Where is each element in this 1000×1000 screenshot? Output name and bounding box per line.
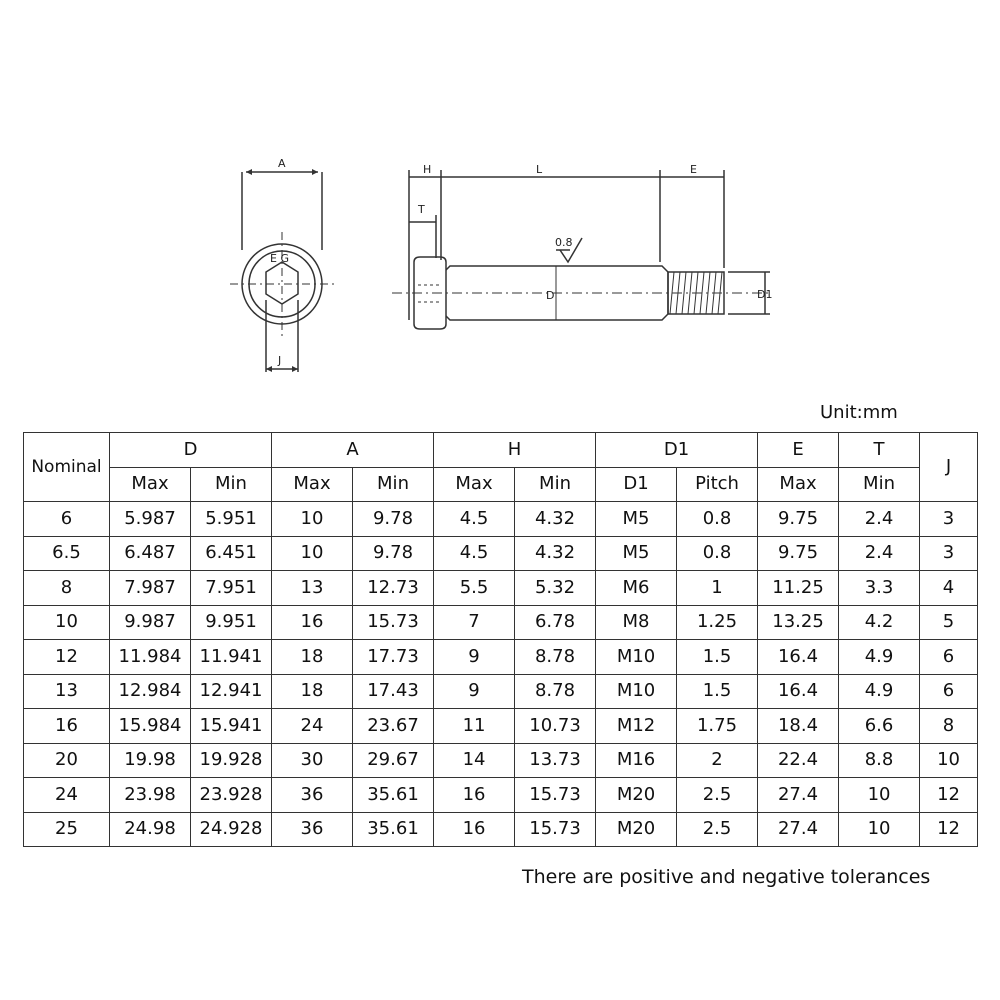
table-cell: 12 bbox=[920, 778, 978, 813]
table-cell: 18.4 bbox=[758, 709, 839, 744]
header-e: E bbox=[758, 433, 839, 468]
table-cell: 2.5 bbox=[677, 778, 758, 813]
tolerance-note: There are positive and negative tolerances bbox=[522, 866, 931, 888]
table-cell: 13 bbox=[272, 571, 353, 606]
subheader-cell: D1 bbox=[596, 467, 677, 502]
dim-label-eg: E G bbox=[270, 252, 289, 265]
subheader-cell: Max bbox=[434, 467, 515, 502]
table-cell: 1.5 bbox=[677, 640, 758, 675]
table-cell: 5.32 bbox=[515, 571, 596, 606]
table-cell: 10 bbox=[839, 812, 920, 847]
table-cell: 0.8 bbox=[677, 502, 758, 537]
table-cell: 16 bbox=[24, 709, 110, 744]
table-cell: M16 bbox=[596, 743, 677, 778]
table-cell: 25 bbox=[24, 812, 110, 847]
table-cell: 9.78 bbox=[353, 502, 434, 537]
table-cell: 9 bbox=[434, 674, 515, 709]
table-cell: 12.73 bbox=[353, 571, 434, 606]
table-cell: 3 bbox=[920, 502, 978, 537]
table-row bbox=[24, 536, 978, 571]
subheader-cell: Max bbox=[110, 467, 191, 502]
table-cell: 23.928 bbox=[191, 778, 272, 813]
header-d: D bbox=[110, 433, 272, 468]
table-cell: M10 bbox=[596, 674, 677, 709]
table-cell: 5.951 bbox=[191, 502, 272, 537]
table-cell: 30 bbox=[272, 743, 353, 778]
dim-label-h: H bbox=[423, 163, 432, 176]
dim-label-l: L bbox=[536, 163, 543, 176]
end-view bbox=[230, 169, 335, 372]
table-cell: 5.987 bbox=[110, 502, 191, 537]
table-cell: M8 bbox=[596, 605, 677, 640]
table-cell: 15.73 bbox=[515, 778, 596, 813]
dim-label-j: J bbox=[278, 354, 282, 367]
subheader-cell: Min bbox=[353, 467, 434, 502]
table-cell: 6.487 bbox=[110, 536, 191, 571]
table-row bbox=[24, 502, 978, 537]
table-cell: 12.941 bbox=[191, 674, 272, 709]
subheader-cell: Pitch bbox=[677, 467, 758, 502]
table-cell: M12 bbox=[596, 709, 677, 744]
table-cell: 13 bbox=[24, 674, 110, 709]
subheader-cell: Min bbox=[839, 467, 920, 502]
table-cell: 8.8 bbox=[839, 743, 920, 778]
table-cell: 2.5 bbox=[677, 812, 758, 847]
dim-label-d1: D1 bbox=[757, 288, 773, 301]
table-cell: 6 bbox=[24, 502, 110, 537]
table-cell: 1 bbox=[677, 571, 758, 606]
table-cell: 15.73 bbox=[515, 812, 596, 847]
table-cell: 9 bbox=[434, 640, 515, 675]
header-nominal: Nominal bbox=[24, 433, 110, 502]
header-row-sub bbox=[24, 467, 978, 502]
dim-label-d: D bbox=[546, 289, 555, 302]
header-d1: D1 bbox=[596, 433, 758, 468]
table-cell: 22.4 bbox=[758, 743, 839, 778]
table-cell: M20 bbox=[596, 812, 677, 847]
table-row bbox=[24, 605, 978, 640]
table-cell: 3.3 bbox=[839, 571, 920, 606]
table-cell: 29.67 bbox=[353, 743, 434, 778]
table-cell: 6.5 bbox=[24, 536, 110, 571]
table-cell: 6.451 bbox=[191, 536, 272, 571]
table-cell: 35.61 bbox=[353, 812, 434, 847]
table-cell: 24.928 bbox=[191, 812, 272, 847]
table-cell: 15.941 bbox=[191, 709, 272, 744]
dim-label-e: E bbox=[690, 163, 697, 176]
table-cell: 11.984 bbox=[110, 640, 191, 675]
table-cell: 2.4 bbox=[839, 502, 920, 537]
table-cell: 8 bbox=[920, 709, 978, 744]
table-cell: M10 bbox=[596, 640, 677, 675]
table-cell: 15.984 bbox=[110, 709, 191, 744]
header-t: T bbox=[839, 433, 920, 468]
table-row bbox=[24, 640, 978, 675]
dim-label-t: T bbox=[418, 203, 425, 216]
table-cell: M5 bbox=[596, 536, 677, 571]
table-cell: 13.25 bbox=[758, 605, 839, 640]
subheader-cell: Max bbox=[272, 467, 353, 502]
table-cell: 4.5 bbox=[434, 536, 515, 571]
table-cell: 4.2 bbox=[839, 605, 920, 640]
roughness-label: 0.8 bbox=[555, 236, 573, 249]
table-cell: 8.78 bbox=[515, 640, 596, 675]
shoulder-screw-drawing bbox=[0, 0, 1000, 400]
subheader-cell: Min bbox=[191, 467, 272, 502]
header-j: J bbox=[920, 433, 978, 502]
table-cell: 6 bbox=[920, 640, 978, 675]
header-row-top bbox=[24, 433, 978, 468]
table-cell: 9.987 bbox=[110, 605, 191, 640]
table-cell: 9.75 bbox=[758, 502, 839, 537]
dim-label-a: A bbox=[278, 157, 286, 170]
unit-label: Unit:mm bbox=[820, 402, 898, 423]
table-cell: 2 bbox=[677, 743, 758, 778]
table-cell: 20 bbox=[24, 743, 110, 778]
table-cell: 13.73 bbox=[515, 743, 596, 778]
dimension-table bbox=[23, 432, 978, 847]
table-cell: 10 bbox=[24, 605, 110, 640]
table-cell: 24.98 bbox=[110, 812, 191, 847]
table-cell: 4.9 bbox=[839, 640, 920, 675]
table-cell: 3 bbox=[920, 536, 978, 571]
header-h: H bbox=[434, 433, 596, 468]
table-row bbox=[24, 709, 978, 744]
table-cell: 9.78 bbox=[353, 536, 434, 571]
side-view bbox=[392, 170, 773, 329]
table-cell: 24 bbox=[272, 709, 353, 744]
table-cell: 12.984 bbox=[110, 674, 191, 709]
table-cell: 10.73 bbox=[515, 709, 596, 744]
table-cell: 4.32 bbox=[515, 502, 596, 537]
table-cell: 23.67 bbox=[353, 709, 434, 744]
table-cell: 16 bbox=[272, 605, 353, 640]
table-cell: 23.98 bbox=[110, 778, 191, 813]
table-cell: 8.78 bbox=[515, 674, 596, 709]
table-cell: 11 bbox=[434, 709, 515, 744]
table-cell: 17.73 bbox=[353, 640, 434, 675]
table-cell: 36 bbox=[272, 778, 353, 813]
table-cell: 4.5 bbox=[434, 502, 515, 537]
table-cell: 15.73 bbox=[353, 605, 434, 640]
table-cell: 2.4 bbox=[839, 536, 920, 571]
table-cell: 9.951 bbox=[191, 605, 272, 640]
table-row bbox=[24, 674, 978, 709]
table-cell: 9.75 bbox=[758, 536, 839, 571]
table-row bbox=[24, 571, 978, 606]
table-cell: 6.78 bbox=[515, 605, 596, 640]
header-a: A bbox=[272, 433, 434, 468]
table-cell: 7 bbox=[434, 605, 515, 640]
table-cell: 12 bbox=[920, 812, 978, 847]
table-cell: 6 bbox=[920, 674, 978, 709]
table-cell: M20 bbox=[596, 778, 677, 813]
table-cell: 35.61 bbox=[353, 778, 434, 813]
table-cell: 16 bbox=[434, 778, 515, 813]
table-cell: 6.6 bbox=[839, 709, 920, 744]
table-cell: 5.5 bbox=[434, 571, 515, 606]
table-cell: 11.941 bbox=[191, 640, 272, 675]
table-row bbox=[24, 743, 978, 778]
table-cell: 18 bbox=[272, 640, 353, 675]
table-cell: M6 bbox=[596, 571, 677, 606]
subheader-cell: Min bbox=[515, 467, 596, 502]
table-cell: 10 bbox=[272, 536, 353, 571]
table-cell: 4.32 bbox=[515, 536, 596, 571]
table-cell: 12 bbox=[24, 640, 110, 675]
table-cell: 24 bbox=[24, 778, 110, 813]
table-cell: 16 bbox=[434, 812, 515, 847]
table-cell: 1.5 bbox=[677, 674, 758, 709]
table-cell: 7.987 bbox=[110, 571, 191, 606]
table-cell: 10 bbox=[272, 502, 353, 537]
table-cell: 14 bbox=[434, 743, 515, 778]
table-cell: 16.4 bbox=[758, 640, 839, 675]
table-cell: 4 bbox=[920, 571, 978, 606]
table-cell: 4.9 bbox=[839, 674, 920, 709]
table-cell: 10 bbox=[839, 778, 920, 813]
table-cell: 19.928 bbox=[191, 743, 272, 778]
table-cell: 11.25 bbox=[758, 571, 839, 606]
table-cell: 1.75 bbox=[677, 709, 758, 744]
table-cell: 18 bbox=[272, 674, 353, 709]
table-cell: M5 bbox=[596, 502, 677, 537]
table-cell: 1.25 bbox=[677, 605, 758, 640]
table-cell: 10 bbox=[920, 743, 978, 778]
table-cell: 27.4 bbox=[758, 778, 839, 813]
table-cell: 19.98 bbox=[110, 743, 191, 778]
table-cell: 27.4 bbox=[758, 812, 839, 847]
table-cell: 7.951 bbox=[191, 571, 272, 606]
table-row bbox=[24, 812, 978, 847]
subheader-cell: Max bbox=[758, 467, 839, 502]
table-cell: 0.8 bbox=[677, 536, 758, 571]
table-cell: 17.43 bbox=[353, 674, 434, 709]
table-cell: 36 bbox=[272, 812, 353, 847]
table-row bbox=[24, 778, 978, 813]
table-cell: 5 bbox=[920, 605, 978, 640]
table-cell: 16.4 bbox=[758, 674, 839, 709]
table-cell: 8 bbox=[24, 571, 110, 606]
